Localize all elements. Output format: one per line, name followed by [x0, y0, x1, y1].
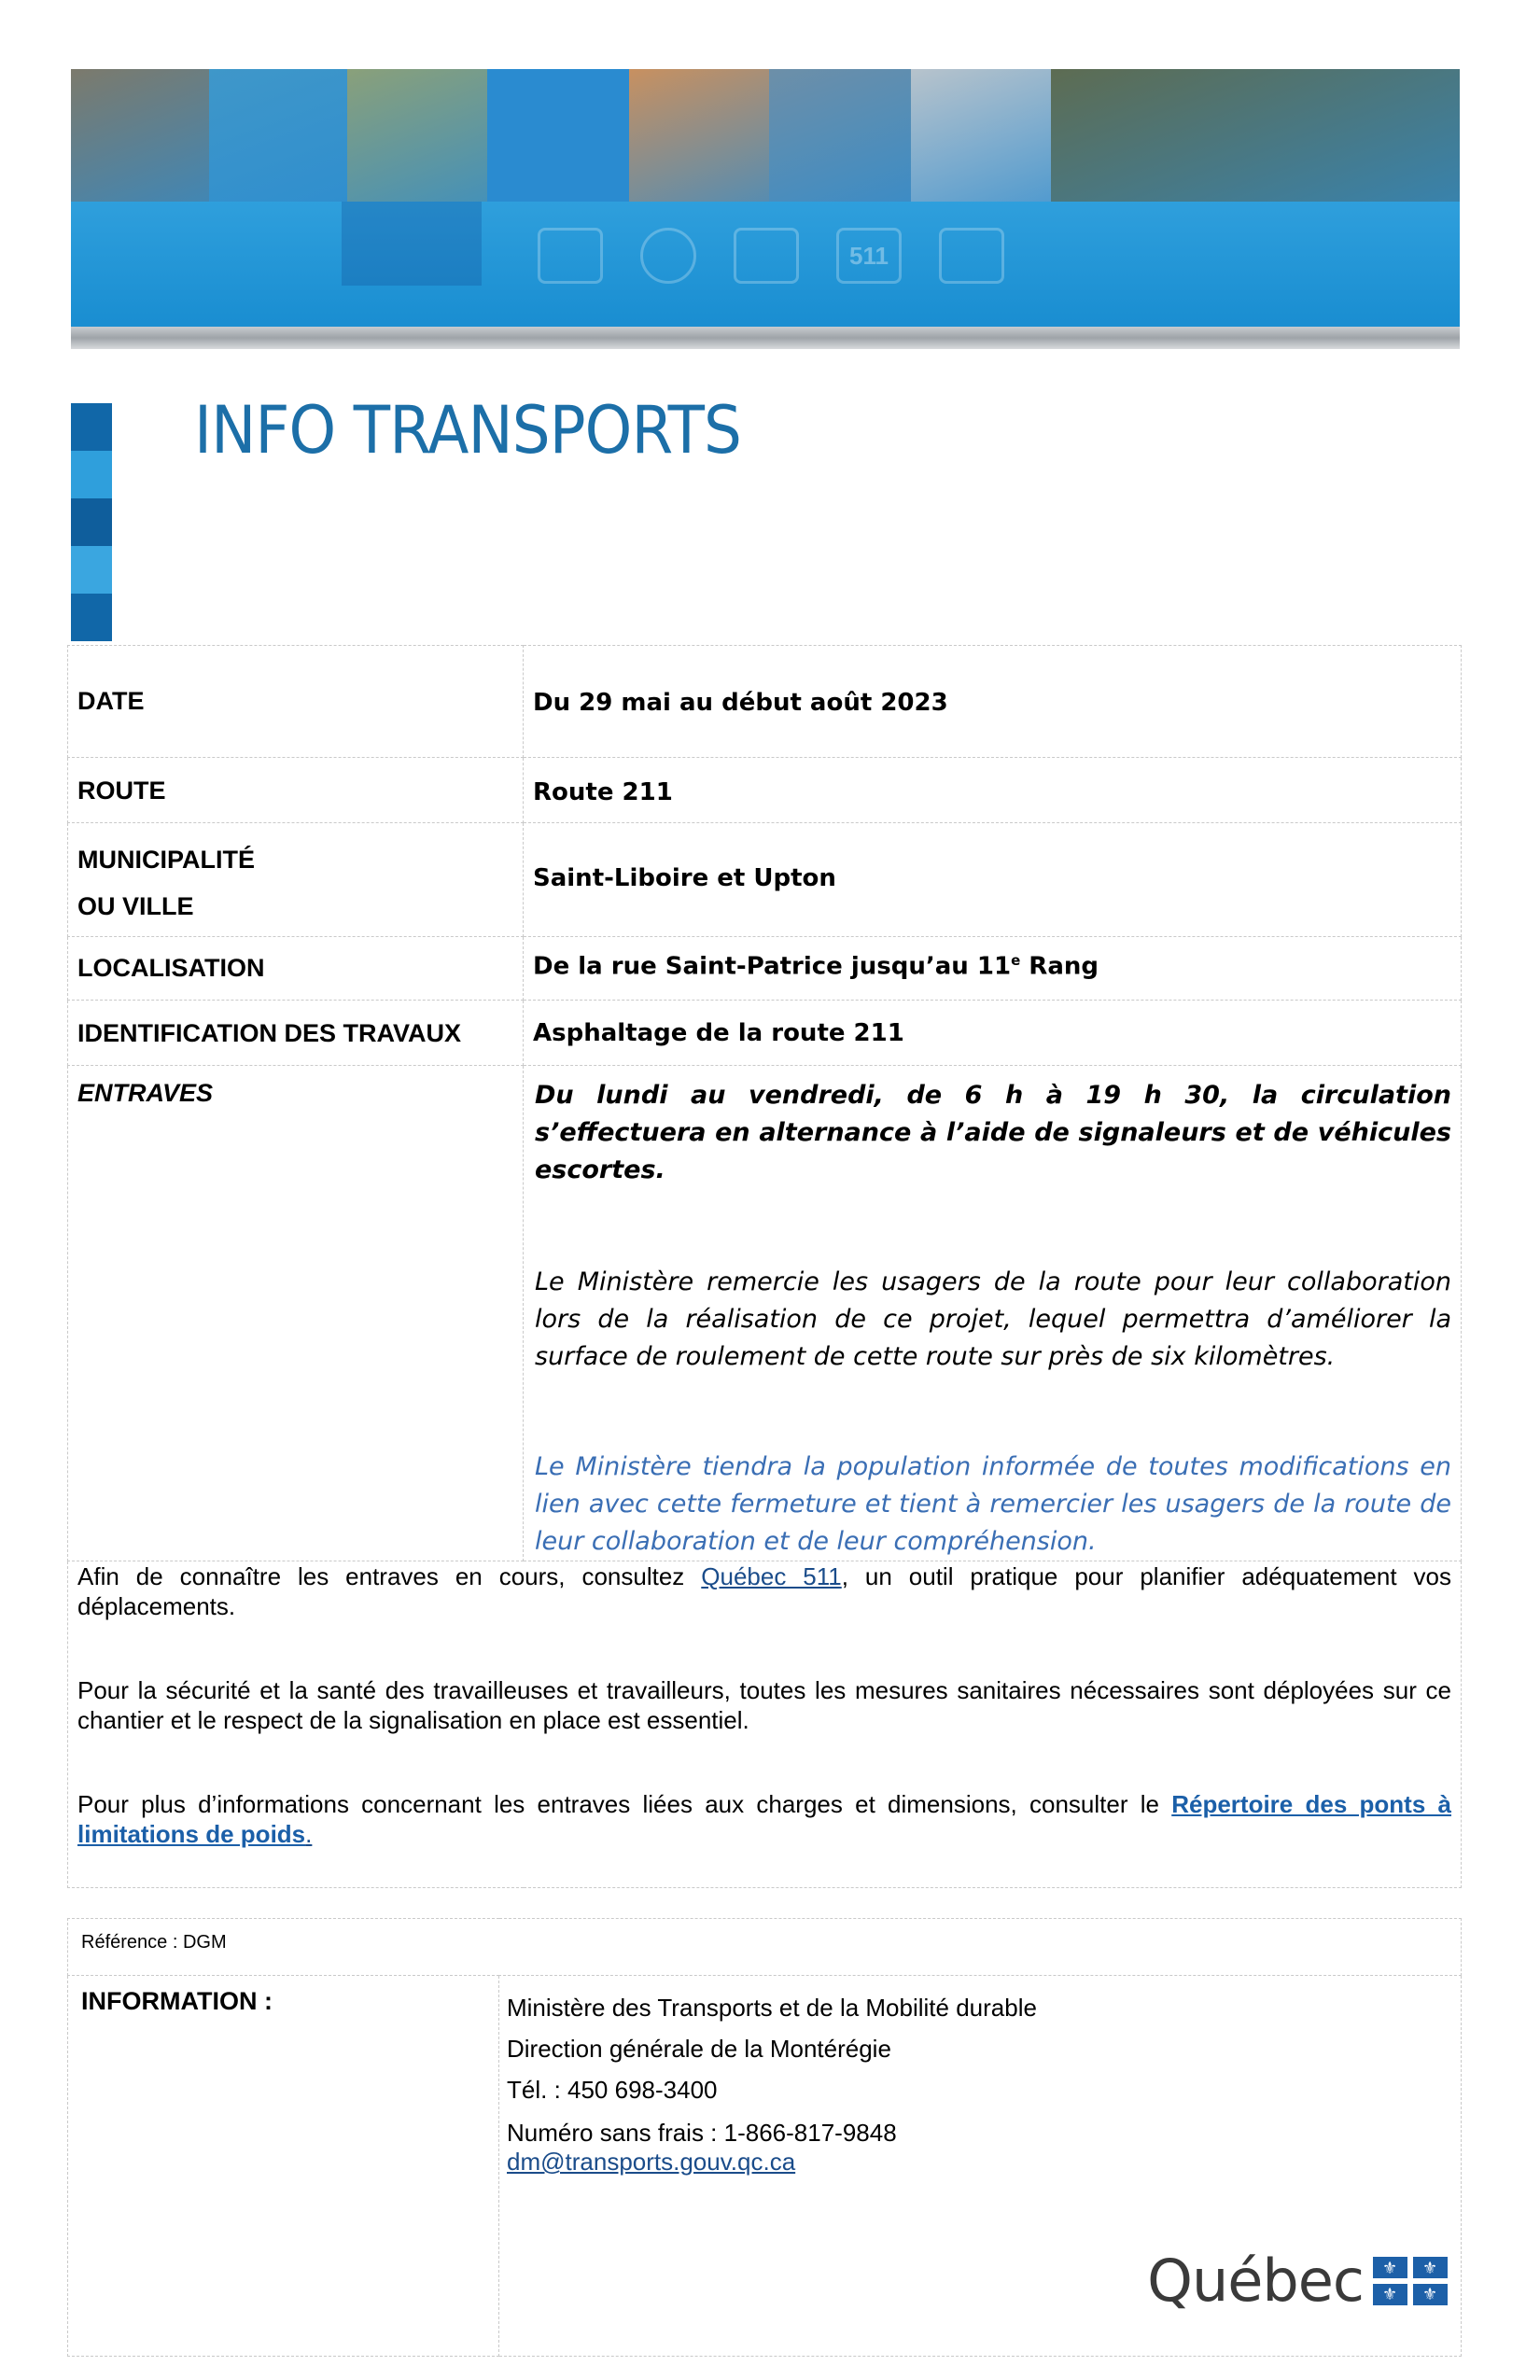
photo-strip [71, 69, 1460, 202]
side-bar-segment [71, 403, 112, 451]
information-body [499, 1976, 1462, 2357]
title-side-bar [71, 403, 112, 642]
table-row-reference [68, 1919, 1462, 1976]
localisation-value-suffix: Rang [1020, 952, 1099, 981]
note-quebec511 [77, 1561, 1451, 1621]
banner-divider [71, 327, 1460, 349]
bridge-directory-link-period[interactable]: . [305, 1820, 313, 1848]
localisation-value-text: De la rue Saint-Patrice jusqu’au 11 [533, 952, 1012, 981]
route-value: Route 211 [524, 758, 1462, 823]
fleur-de-lis-icon: ⚜ [1382, 2285, 1398, 2303]
table-row-notes [68, 1561, 1462, 1888]
municipalite-label-line2: OU VILLE [77, 892, 194, 920]
table-row-date [68, 646, 1462, 758]
side-bar-segment [71, 498, 112, 546]
entraves-info: Le Ministère tiendra la population informée de toutes modifications en lien avec cette fermeture et tient à remercier les usagers de la route de leur collaboration et de leur compréhension. [535, 1452, 1451, 1556]
road-photo [347, 69, 487, 202]
date-label: DATE [68, 646, 524, 758]
side-bar-segment [71, 451, 112, 498]
511-sign-icon: 511 [836, 228, 902, 284]
band-icons [538, 228, 1004, 284]
route-label: ROUTE [68, 758, 524, 823]
water-photo [209, 69, 347, 202]
phone-icon [734, 228, 799, 284]
municipalite-value: Saint-Liboire et Upton [524, 823, 1462, 937]
globe-icon [640, 228, 696, 284]
identification-value: Asphaltage de la route 211 [524, 1001, 1462, 1066]
entraves-label: ENTRAVES [68, 1066, 524, 1561]
direction-name: Direction générale de la Montérégie [507, 2035, 891, 2063]
route-sign-icon [538, 228, 603, 284]
phone-number: Tél. : 450 698-3400 [507, 2076, 718, 2104]
fleur-de-lis-icon: ⚜ [1382, 2259, 1398, 2277]
bridge-directory-link[interactable]: Répertoire des ponts à limitations de poids [77, 1790, 1451, 1848]
quebec-wordmark: Québec [1147, 2247, 1364, 2315]
note-health-safety: Pour la sécurité et la santé des travailleuses et travailleurs, toutes les mesures sanitaires nécessaires sont déployées sur ce chantier et le respect de la signalisation en place est essentiel. [77, 1676, 1451, 1734]
table-row-municipalite [68, 823, 1462, 937]
info-table [67, 645, 1462, 1888]
table-row-localisation [68, 937, 1462, 1001]
localisation-label: LOCALISATION [68, 937, 524, 1001]
port-photo [629, 69, 769, 202]
ministry-name: Ministère des Transports et de la Mobilité durable [507, 1994, 1037, 2022]
note-bridge-directory [77, 1789, 1451, 1849]
table-row-identification [68, 1001, 1462, 1066]
side-bar-segment [71, 594, 112, 641]
header-banner [71, 69, 1460, 349]
note-bridge-directory-text: Pour plus d’informations concernant les entraves liées aux charges et dimensions, consulter le [77, 1790, 1172, 1818]
municipalite-label [68, 823, 524, 937]
bus-icon [939, 228, 1004, 284]
notes-cell [68, 1561, 1462, 1888]
bridge-photo [769, 69, 911, 202]
reference-text: Référence : DGM [68, 1919, 1462, 1976]
bridge-arch-photo [911, 69, 1051, 202]
email-link[interactable]: dm@transports.gouv.qc.ca [507, 2148, 796, 2176]
entraves-thanks: Le Ministère remercie les usagers de la route pour leur collaboration lors de la réalisation de ce projet, lequel permettra d’améliorer la surface de roulement de cette route sur près de six kilomètres. [535, 1267, 1451, 1371]
blue-block [487, 69, 629, 202]
fleur-de-lis-icon: ⚜ [1422, 2259, 1438, 2277]
table-row-route [68, 758, 1462, 823]
workers-photo [71, 69, 209, 202]
band-shadow-block [342, 202, 482, 286]
localisation-superscript: e [1011, 952, 1021, 969]
contact-table [67, 1918, 1462, 2357]
entraves-schedule: Du lundi au vendredi, de 6 h à 19 h 30, la circulation s’effectuera en alternance à l’aide de signaleurs et de véhicules escortes. [535, 1081, 1451, 1184]
municipalite-label-line1: MUNICIPALITÉ [77, 846, 255, 874]
toll-free-number: Numéro sans frais : 1-866-817-9848 [507, 2119, 897, 2147]
localisation-value [524, 937, 1462, 1001]
note-quebec511-text: Afin de connaître les entraves en cours, consultez [77, 1562, 702, 1590]
bicycle-photo [1051, 69, 1460, 202]
information-label: INFORMATION : [68, 1976, 499, 2357]
email-line [507, 2148, 1453, 2176]
side-bar-segment [71, 546, 112, 594]
date-value: Du 29 mai au début août 2023 [524, 646, 1462, 758]
entraves-value [524, 1066, 1462, 1561]
quebec-logo [1147, 2247, 1448, 2315]
identification-label: IDENTIFICATION DES TRAVAUX [68, 1001, 524, 1066]
note-quebec511-text-end: , un outil pratique pour planifier adéquatement vos déplacements. [77, 1562, 1451, 1620]
table-row-information [68, 1976, 1462, 2357]
page-title: INFO TRANSPORTS [194, 392, 741, 469]
fleur-de-lis-icon: ⚜ [1422, 2285, 1438, 2303]
quebec-flag-icon [1373, 2257, 1448, 2305]
table-row-entraves [68, 1066, 1462, 1561]
quebec511-link[interactable]: Québec 511 [701, 1562, 842, 1590]
